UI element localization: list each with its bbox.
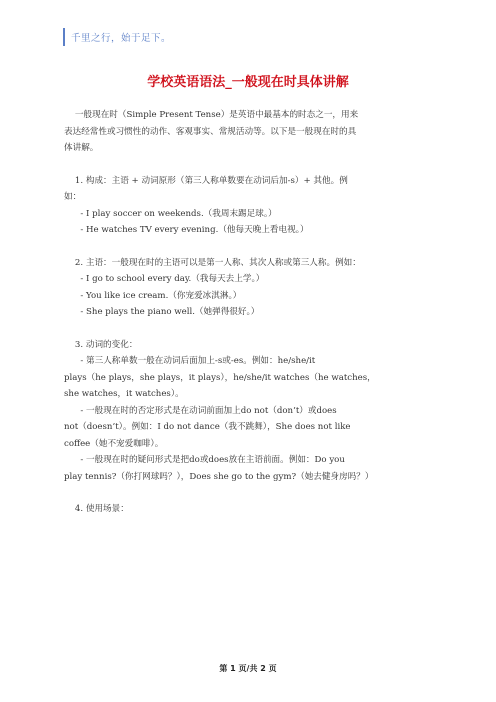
- header-accent-bar: [63, 28, 65, 46]
- body-line: 如：: [64, 192, 82, 202]
- body-line: 一般现在时（Simple Present Tense）是英语中最基本的时态之一，用来: [64, 110, 359, 120]
- paragraph-spacer: [64, 321, 436, 337]
- paragraph-spacer: [64, 485, 436, 501]
- paragraph-spacer: [64, 239, 436, 255]
- body-line: - 一般现在时的否定形式是在动词前面加上do not（don’t）或does: [64, 405, 337, 416]
- body-line: 2. 主语：一般现在时的主语可以是第一人称、其次人称或第三人称。例如：: [64, 257, 361, 268]
- body-line: 体讲解。: [64, 143, 99, 153]
- body-line: - 第三人称单数一般在动词后面加上-s或-es。例如：he/she/it: [64, 356, 316, 366]
- body-line: she watches，it watches）。: [64, 389, 184, 399]
- body-line: 4. 使用场景：: [64, 504, 129, 514]
- body-line: - 一般现在时的疑问形式是把do或does放在主语前面。例如：Do you: [64, 455, 345, 465]
- body-line: plays（he plays，she plays，it plays），he/she/it watches（he watches，: [64, 372, 376, 383]
- body-line: not（doesn’t）。例如：I do not dance（我不跳舞），She does not like: [64, 422, 351, 432]
- body-line: - I go to school every day.（我每天去上学。）: [64, 274, 265, 284]
- body-line: play tennis?（你打网球吗？），Does she go to the gym?（她去健身房吗？）: [64, 471, 374, 482]
- body-line: - You like ice cream.（你宠爱冰淇淋。）: [64, 290, 242, 301]
- body-line: coffee（她不宠爱咖啡）。: [64, 438, 164, 449]
- body-line: - He watches TV every evening.（他每天晚上看电视。）: [64, 225, 309, 235]
- body-line: 3. 动词的变化：: [64, 339, 138, 350]
- header-motto: 千里之行，始于足下。: [71, 33, 172, 44]
- body-line: 1. 构成：主语 + 动词原形（第三人称单数要在动词后加-s）+ 其他。例: [64, 175, 348, 186]
- document-body: [64, 107, 436, 518]
- page-indicator: 第 1 页/共 2 页: [219, 664, 277, 673]
- body-line: - I play soccer on weekends.（我周末踢足球。）: [64, 208, 277, 219]
- body-line: 表达经常性或习惯性的动作、客观事实、常规活动等。以下是一般现在时的具: [64, 126, 357, 137]
- paragraph-spacer: [64, 157, 436, 173]
- document-title: 学校英语语法_一般现在时具体讲解: [147, 75, 349, 90]
- body-line: - She plays the piano well.（她弹得很好。）: [64, 307, 260, 317]
